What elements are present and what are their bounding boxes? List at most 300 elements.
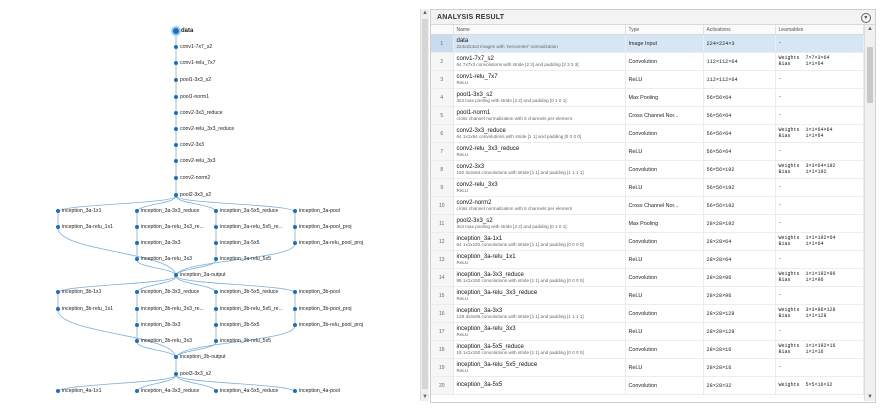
row-activations: 56×56×192 (703, 179, 775, 197)
column-header-index (431, 25, 453, 35)
layer-name: conv2-relu_3x3_reduce (456, 145, 520, 152)
row-index: 19 (431, 359, 453, 377)
layer-name: inception_3a-relu_1x1 (456, 253, 516, 260)
graph-node-pool3[interactable] (174, 371, 211, 377)
layer-description: ReLU (456, 296, 469, 302)
table-row[interactable] (431, 323, 863, 341)
layer-name: conv2-norm2 (456, 199, 492, 206)
row-index: 7 (431, 143, 453, 161)
graph-node-label: conv1-relu_7x7 (180, 60, 216, 66)
node-dot-icon (214, 257, 218, 261)
layer-name: pool1-3x3_s2 (456, 91, 493, 98)
graph-node-label: inception_3b-5x5 (220, 322, 260, 328)
row-name-cell (453, 377, 625, 395)
row-type: Convolution (625, 341, 703, 359)
row-name-cell (453, 287, 625, 305)
analysis-result-panel (430, 9, 876, 403)
column-header-activations[interactable]: Activations (703, 25, 775, 35)
graph-node-b3r[interactable] (135, 289, 199, 295)
layer-name: inception_3a-relu_5x5_reduce (456, 361, 538, 368)
row-name-cell (453, 143, 625, 161)
graph-node-label: conv2-3x3_reduce (180, 110, 223, 116)
graph-node-b5relu[interactable] (214, 338, 271, 344)
row-activations: 56×56×64 (703, 125, 775, 143)
graph-node-label: pool3-3x3_s2 (180, 371, 212, 377)
row-learnables: Weights 3×3×64×192 Bias 1×1×192 (775, 161, 863, 179)
graph-node-label: inception_4a-1x1 (62, 388, 102, 394)
row-learnables: - (775, 107, 863, 125)
row-learnables: - (775, 35, 863, 53)
graph-node-relu1[interactable] (174, 60, 215, 66)
graph-node-c2r[interactable] (174, 110, 223, 116)
graph-node-app[interactable] (293, 224, 352, 230)
table-row[interactable] (431, 53, 863, 71)
graph-node-label: inception_3b-3x3_reduce (141, 289, 200, 295)
row-name-cell (453, 341, 625, 359)
node-dot-icon (214, 307, 218, 311)
layer-description: ReLU (456, 80, 469, 86)
layer-description: cross channel normalization with 5 channels per element (456, 206, 572, 212)
layer-name: inception_3a-relu_3x3 (456, 325, 516, 332)
row-activations: 56×56×64 (703, 107, 775, 125)
row-type: Cross Channel Nor... (625, 107, 703, 125)
graph-node-label: inception_3b-pool_proj (299, 306, 352, 312)
graph-node-label: conv2-3x3 (180, 142, 204, 148)
graph-node-a3rr[interactable] (135, 224, 204, 230)
layer-name: conv1-relu_7x7 (456, 73, 498, 80)
graph-node-b5r[interactable] (214, 289, 278, 295)
graph-node-c2relu[interactable] (174, 158, 215, 164)
node-dot-icon (174, 61, 178, 65)
layer-description: ReLU (456, 188, 469, 194)
graph-node-a5relu[interactable] (214, 256, 271, 262)
graph-node-a5r[interactable] (214, 208, 278, 214)
panel-header (431, 10, 875, 25)
graph-node-conv1[interactable] (174, 44, 212, 50)
row-name-cell (453, 35, 625, 53)
row-activations: 56×56×64 (703, 143, 775, 161)
row-learnables: Weights 1×1×192×64 Bias 1×1×64 (775, 233, 863, 251)
row-index: 15 (431, 287, 453, 305)
graph-node-label: inception_3b-relu_5x5_re... (220, 306, 283, 312)
graph-node-label: inception_3b-3x3 (141, 322, 181, 328)
node-dot-icon (214, 290, 218, 294)
row-index: 5 (431, 107, 453, 125)
node-dot-icon (135, 323, 139, 327)
node-dot-icon (174, 355, 178, 359)
row-name-cell (453, 107, 625, 125)
row-activations: 28×28×64 (703, 233, 775, 251)
row-type: ReLU (625, 71, 703, 89)
node-dot-icon (174, 143, 178, 147)
row-activations: 224×224×3 (703, 35, 775, 53)
row-name-cell (453, 53, 625, 71)
node-dot-icon (214, 389, 218, 393)
graph-node-c3r[interactable] (135, 388, 199, 394)
node-dot-icon (135, 209, 139, 213)
graph-node-label: inception_3a-3x3_reduce (141, 208, 200, 214)
row-index: 16 (431, 305, 453, 323)
node-dot-icon (56, 290, 60, 294)
row-learnables: - (775, 179, 863, 197)
table-row[interactable] (431, 125, 863, 143)
layer-name: conv2-3x3_reduce (456, 127, 506, 134)
row-type: Convolution (625, 377, 703, 395)
row-type: Convolution (625, 161, 703, 179)
row-name-cell (453, 233, 625, 251)
layer-name: conv2-3x3 (456, 163, 485, 170)
row-learnables: Weights 1×1×192×16 Bias 1×1×16 (775, 341, 863, 359)
row-type: Convolution (625, 125, 703, 143)
layer-description: 192 3x3x64 convolutions with stride [1 1] and padding [1 1 1 1] (456, 170, 584, 176)
graph-node-a1[interactable] (56, 208, 102, 214)
table-row[interactable] (431, 233, 863, 251)
layer-description: ReLU (456, 332, 469, 338)
node-dot-icon (174, 193, 178, 197)
row-index: 17 (431, 323, 453, 341)
row-type: ReLU (625, 323, 703, 341)
graph-node-label: inception_3a-pool_proj (299, 224, 352, 230)
graph-node-label: inception_3b-relu_3x3 (141, 338, 193, 344)
graph-node-label: inception_3b-relu_5x5 (220, 338, 272, 344)
node-dot-icon (214, 225, 218, 229)
row-activations: 28×28×128 (703, 323, 775, 341)
layer-name: conv1-7x7_s2 (456, 55, 494, 62)
table-header-row (431, 25, 863, 35)
node-dot-icon (174, 45, 178, 49)
row-type: Max Pooling (625, 215, 703, 233)
graph-node-label: inception_4a-3x3_reduce (141, 388, 200, 394)
row-name-cell (453, 359, 625, 377)
graph-scroll-thumb[interactable] (422, 19, 428, 389)
row-type: Convolution (625, 305, 703, 323)
node-dot-icon (214, 339, 218, 343)
node-dot-icon (135, 307, 139, 311)
row-activations: 28×28×192 (703, 215, 775, 233)
row-index: 3 (431, 71, 453, 89)
row-learnables: - (775, 197, 863, 215)
graph-node-label: inception_4a-5x5_reduce (220, 388, 279, 394)
graph-node-label: pool2-3x3_s2 (180, 192, 212, 198)
row-index: 10 (431, 197, 453, 215)
row-activations: 28×28×128 (703, 305, 775, 323)
row-name-cell (453, 71, 625, 89)
table-row[interactable] (431, 71, 863, 89)
node-dot-icon (293, 290, 297, 294)
graph-node-label: inception_3a-relu_5x5_re... (220, 224, 283, 230)
row-learnables: - (775, 323, 863, 341)
graph-node-ap[interactable] (293, 208, 340, 214)
graph-node-a3relu[interactable] (135, 256, 192, 262)
graph-node-c5r[interactable] (214, 388, 278, 394)
scroll-down-arrow-icon[interactable]: ▼ (422, 394, 428, 400)
graph-node-label: inception_3a-relu_5x5 (220, 256, 272, 262)
graph-node-data[interactable] (173, 28, 193, 34)
table-row[interactable] (431, 305, 863, 323)
graph-node-label: inception_3b-5x5_reduce (220, 289, 279, 295)
node-dot-icon (293, 323, 297, 327)
table-row[interactable] (431, 89, 863, 107)
node-dot-icon (135, 290, 139, 294)
row-activations: 28×28×64 (703, 251, 775, 269)
layer-name: pool2-3x3_s2 (456, 217, 493, 224)
graph-node-bp[interactable] (293, 289, 340, 295)
graph-node-norm2[interactable] (174, 175, 210, 181)
table-scrollbar[interactable] (864, 25, 875, 401)
row-type: Convolution (625, 53, 703, 71)
graph-scrollbar[interactable] (420, 9, 429, 401)
row-type: Convolution (625, 233, 703, 251)
row-name-cell (453, 305, 625, 323)
row-type: ReLU (625, 251, 703, 269)
graph-node-b3[interactable] (135, 322, 181, 328)
row-index: 6 (431, 125, 453, 143)
table-scroll-thumb[interactable] (867, 47, 873, 103)
layer-description: 224x224x3 images with 'zerocenter' normalization (456, 44, 558, 50)
layer-description: 128 3x3x96 convolutions with stride [1 1] and padding [1 1 1 1] (456, 314, 584, 320)
graph-node-label: inception_3a-relu_pool_proj (299, 240, 364, 246)
row-index: 13 (431, 251, 453, 269)
row-activations: 28×28×96 (703, 287, 775, 305)
layer-description: ReLU (456, 152, 469, 158)
layer-name: data (456, 37, 469, 44)
row-activations: 56×56×64 (703, 89, 775, 107)
row-activations: 56×56×192 (703, 197, 775, 215)
row-index: 20 (431, 377, 453, 395)
table-row[interactable] (431, 161, 863, 179)
graph-node-label: inception_3a-5x5 (220, 240, 260, 246)
row-index: 11 (431, 215, 453, 233)
layer-description: ReLU (456, 368, 469, 374)
node-dot-icon (174, 111, 178, 115)
node-dot-icon (174, 159, 178, 163)
table-row[interactable] (431, 251, 863, 269)
row-type: Cross Channel Nor... (625, 197, 703, 215)
node-dot-icon (174, 127, 178, 131)
row-learnables: - (775, 359, 863, 377)
layer-description: 96 1x1x192 convolutions with stride [1 1] and padding [0 0 0 0] (456, 278, 584, 284)
layer-table (431, 25, 864, 395)
node-dot-icon (135, 389, 139, 393)
row-learnables: - (775, 287, 863, 305)
layer-name: inception_3a-1x1 (456, 235, 503, 242)
graph-node-a1relu[interactable] (56, 224, 113, 230)
table-row[interactable] (431, 107, 863, 125)
row-index: 1 (431, 35, 453, 53)
row-name-cell (453, 161, 625, 179)
graph-node-b1[interactable] (56, 289, 102, 295)
row-name-cell (453, 197, 625, 215)
graph-node-b1relu[interactable] (56, 306, 113, 312)
row-activations: 28×28×96 (703, 269, 775, 287)
graph-node-a5rr[interactable] (214, 224, 283, 230)
row-type: ReLU (625, 287, 703, 305)
graph-edge (58, 228, 176, 276)
row-index: 12 (431, 233, 453, 251)
layer-name: inception_3a-3x3 (456, 307, 503, 314)
node-dot-icon (135, 339, 139, 343)
graph-node-a5[interactable] (214, 240, 260, 246)
row-name-cell (453, 215, 625, 233)
column-header-learnables[interactable]: Learnables (775, 25, 863, 35)
row-index: 2 (431, 53, 453, 71)
node-dot-icon (174, 95, 178, 99)
row-learnables: - (775, 215, 863, 233)
node-dot-icon (135, 225, 139, 229)
row-index: 14 (431, 269, 453, 287)
node-dot-icon (174, 372, 178, 376)
graph-node-a3r[interactable] (135, 208, 199, 214)
graph-node-label: pool1-norm1 (180, 94, 210, 100)
node-dot-icon (214, 323, 218, 327)
chevron-down-icon[interactable]: ▼ (861, 13, 871, 23)
table-row[interactable] (431, 341, 863, 359)
layer-description: ReLU (456, 260, 469, 266)
row-name-cell (453, 269, 625, 287)
graph-node-label: inception_3b-relu_3x3_re... (141, 306, 204, 312)
node-dot-icon (174, 273, 178, 277)
table-row[interactable] (431, 377, 863, 395)
table-row[interactable] (431, 179, 863, 197)
table-row[interactable] (431, 197, 863, 215)
row-activations: 56×56×192 (703, 161, 775, 179)
graph-node-b3rr[interactable] (135, 306, 204, 312)
table-row[interactable] (431, 143, 863, 161)
graph-node-norm1[interactable] (174, 94, 209, 100)
graph-node-b5rr[interactable] (214, 306, 283, 312)
node-dot-icon (293, 241, 297, 245)
layer-description: 64 1x1x64 convolutions with stride [1 1] and padding [0 0 0 0] (456, 134, 582, 140)
row-learnables: - (775, 71, 863, 89)
row-learnables: Weights 1×1×64×64 Bias 1×1×64 (775, 125, 863, 143)
table-row[interactable] (431, 359, 863, 377)
network-graph-canvas[interactable] (0, 0, 420, 400)
row-index: 9 (431, 179, 453, 197)
graph-node-label: inception_3a-relu_1x1 (62, 224, 114, 230)
graph-node-bout[interactable] (174, 354, 226, 360)
graph-node-label: inception_3a-relu_3x3 (141, 256, 193, 262)
row-index: 4 (431, 89, 453, 107)
column-header-type[interactable]: Type (625, 25, 703, 35)
panel-title: ANALYSIS RESULT (437, 13, 505, 21)
graph-node-c1[interactable] (56, 388, 102, 394)
graph-node-pool2[interactable] (174, 192, 211, 198)
table-row[interactable] (431, 287, 863, 305)
graph-node-aout[interactable] (174, 272, 226, 278)
graph-node-label: inception_3b-pool (299, 289, 340, 295)
graph-node-c2[interactable] (174, 142, 204, 148)
graph-node-label: inception_3b-output (180, 354, 226, 360)
graph-node-bpp[interactable] (293, 306, 352, 312)
row-learnables: - (775, 251, 863, 269)
graph-node-label: conv1-7x7_s2 (180, 44, 213, 50)
graph-node-label: inception_3b-relu_1x1 (62, 306, 114, 312)
column-header-name[interactable]: Name (453, 25, 625, 35)
row-activations: 112×112×64 (703, 71, 775, 89)
scroll-up-arrow-icon[interactable]: ▲ (422, 10, 428, 16)
node-dot-icon (56, 307, 60, 311)
layer-description: 16 1x1x192 convolutions with stride [1 1] and padding [0 0 0 0] (456, 350, 584, 356)
row-learnables: Weights 7×7×3×64 Bias 1×1×64 (775, 53, 863, 71)
row-type: ReLU (625, 179, 703, 197)
row-activations: 112×112×64 (703, 53, 775, 71)
row-type: Convolution (625, 269, 703, 287)
graph-node-label: inception_3b-relu_pool_proj (299, 322, 364, 328)
graph-node-label: inception_4a-pool (299, 388, 340, 394)
graph-edge (58, 310, 176, 358)
row-activations: 28×28×16 (703, 359, 775, 377)
node-dot-icon (173, 28, 179, 34)
graph-node-label: inception_3a-pool (299, 208, 340, 214)
graph-node-label: inception_3a-5x5_reduce (220, 208, 279, 214)
node-dot-icon (174, 176, 178, 180)
table-row[interactable] (431, 35, 863, 53)
layer-name: inception_3a-5x5 (456, 382, 503, 389)
node-dot-icon (214, 241, 218, 245)
node-dot-icon (293, 307, 297, 311)
layer-description: cross channel normalization with 5 channels per element (456, 116, 572, 122)
table-scroll-up-icon[interactable]: ▲ (867, 26, 873, 32)
graph-node-cp[interactable] (293, 388, 340, 394)
row-learnables: - (775, 143, 863, 161)
node-dot-icon (135, 241, 139, 245)
layer-name: inception_3a-3x3_reduce (456, 271, 524, 278)
graph-node-bpprelu[interactable] (293, 322, 363, 328)
graph-node-b5[interactable] (214, 322, 260, 328)
row-name-cell (453, 125, 625, 143)
row-name-cell (453, 179, 625, 197)
table-row[interactable] (431, 269, 863, 287)
node-dot-icon (293, 209, 297, 213)
layer-name: conv2-relu_3x3 (456, 181, 498, 188)
graph-node-apprelu[interactable] (293, 240, 363, 246)
graph-node-label: pool1-3x3_s2 (180, 77, 212, 83)
layer-name: inception_3a-relu_3x3_reduce (456, 289, 538, 296)
row-activations: 28×28×16 (703, 341, 775, 359)
node-dot-icon (174, 78, 178, 82)
row-index: 18 (431, 341, 453, 359)
row-name-cell (453, 89, 625, 107)
table-row[interactable] (431, 215, 863, 233)
graph-node-a3[interactable] (135, 240, 181, 246)
graph-node-label: conv2-relu_3x3 (180, 158, 216, 164)
row-learnables: - (775, 89, 863, 107)
layer-description: 64 1x1x192 convolutions with stride [1 1] and padding [0 0 0 0] (456, 242, 584, 248)
node-dot-icon (214, 209, 218, 213)
row-learnables: Weights 3×3×96×128 Bias 1×1×128 (775, 305, 863, 323)
layer-description: 3x3 max pooling with stride [2 2] and padding [0 1 0 1] (456, 98, 567, 104)
table-scroll-down-icon[interactable]: ▼ (867, 394, 873, 400)
layer-name: inception_3a-5x5_reduce (456, 343, 524, 350)
graph-node-b3relu[interactable] (135, 338, 192, 344)
graph-node-label: data (181, 28, 194, 34)
row-type: Image Input (625, 35, 703, 53)
node-dot-icon (56, 209, 60, 213)
row-name-cell (453, 251, 625, 269)
node-dot-icon (293, 389, 297, 393)
row-learnables: Weights 1×1×192×96 Bias 1×1×96 (775, 269, 863, 287)
graph-node-c2rr[interactable] (174, 126, 234, 132)
row-activations: 28×28×32 (703, 377, 775, 395)
graph-node-pool1[interactable] (174, 77, 211, 83)
layer-name: pool1-norm1 (456, 109, 491, 116)
node-dot-icon (56, 225, 60, 229)
node-dot-icon (135, 257, 139, 261)
row-type: ReLU (625, 143, 703, 161)
node-dot-icon (293, 225, 297, 229)
node-dot-icon (56, 389, 60, 393)
graph-node-label: conv2-relu_3x3_reduce (180, 126, 235, 132)
